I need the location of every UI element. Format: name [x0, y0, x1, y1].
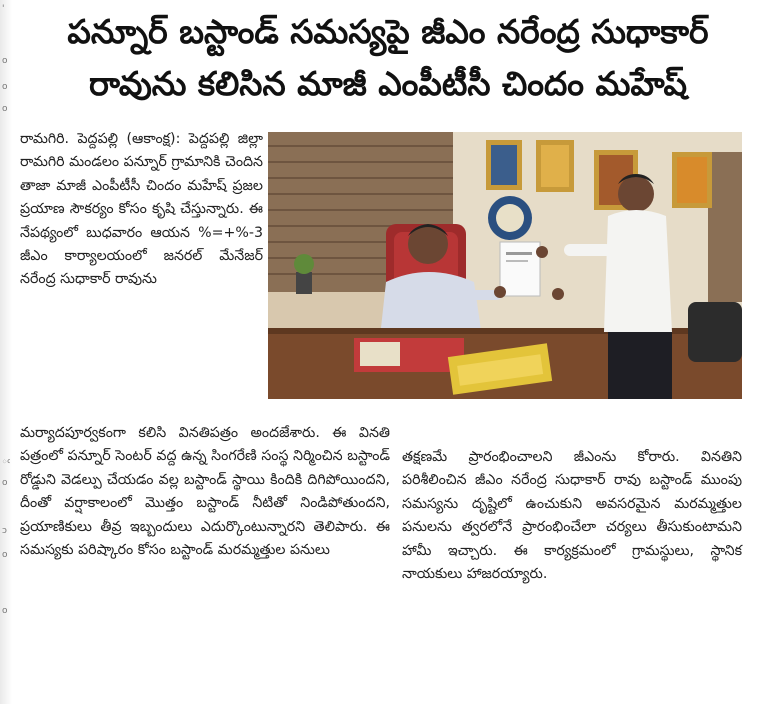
gutter-mark: o — [2, 550, 8, 560]
article-column-right: తక్షణమే ప్రారంభించాలని జీఎంను కోరారు. వినతిని పరిశీలించిన జీఎం నరేంద్ర సుధాకార్ రావు బస్టాండ్ ముంపు సమస్యను దృష్టిలో ఉంచుకుని అవసరమైన మరమ్మత్తుల పనులను త్వరలోనే ప్రారంభించేలా చర్యలు తీసుకుంటామని హామీ ఇచ్చారు. ఈ కార్యక్రమంలో గ్రామస్థులు, స్థానిక నాయకులు హాజరయ్యారు. — [402, 449, 742, 583]
gutter-mark: o — [2, 82, 8, 92]
headline — [20, 6, 756, 110]
gutter-mark: ఁ — [2, 456, 10, 466]
gutter-mark: o — [2, 56, 8, 66]
page-gutter — [0, 0, 12, 704]
article-column-lower-left: మర్యాదపూర్వకంగా కలిసి వినతిపత్రం అందజేశారు. ఈ వినతి పత్రంలో పన్నూర్ సెంటర్ వద్ద ఉన్న సింగరేణి సంస్థ నిర్మించిన బస్టాండ్ రోడ్డుని వెడల్పు చేయడం వల్ల బస్టాండ్ స్థాయి కిందికి దిగిపోయిందని, దీంతో వర్షాకాలంలో మొత్తం బస్టాండ్ నీటితో నిండిపోతుందని, ప్రయాణికులు తీవ్ర ఇబ్బందులు ఎదుర్కొంటున్నారని తెలిపారు. ఈ సమస్యకు పరిష్కారం కోసం బస్టాండ్ మరమ్మత్తుల పనులు — [20, 425, 390, 559]
headline-line-2: రావును కలిసిన మాజీ ఎంపీటీసీ చిందం మహేష్ — [88, 64, 688, 103]
news-photo — [268, 132, 742, 399]
article-column-left: రామగిరి. పెద్దపల్లి (ఆకాంక్ష): పెద్దపల్లి జిల్లా రామగిరి మండలం పన్నూర్ గ్రామానికి చెందిన తాజా మాజీ ఎంపీటీసీ చిందం మహేష్ ప్రజల ప్రయాణ సౌకర్యం కోసం కృషి చేస్తున్నారు. ఈ నేపథ్యంలో బుధవారం ఆయన %=+%-3 జీఎం కార్యాలయంలో జనరల్ మేనేజర్ నరేంద్ర సుధాకార్ రావును — [20, 131, 263, 288]
gutter-mark: ' — [2, 4, 5, 14]
headline-line-1: పన్నూర్ బస్టాండ్ సమస్యపై జీఎం నరేంద్ర సుధాకార్ — [67, 12, 709, 51]
gutter-mark: o — [2, 478, 8, 488]
gutter-mark: ɔ — [2, 526, 7, 536]
photo-submission-meeting-icon — [268, 132, 742, 399]
gutter-mark: o — [2, 104, 8, 114]
gutter-mark: o — [2, 606, 8, 616]
